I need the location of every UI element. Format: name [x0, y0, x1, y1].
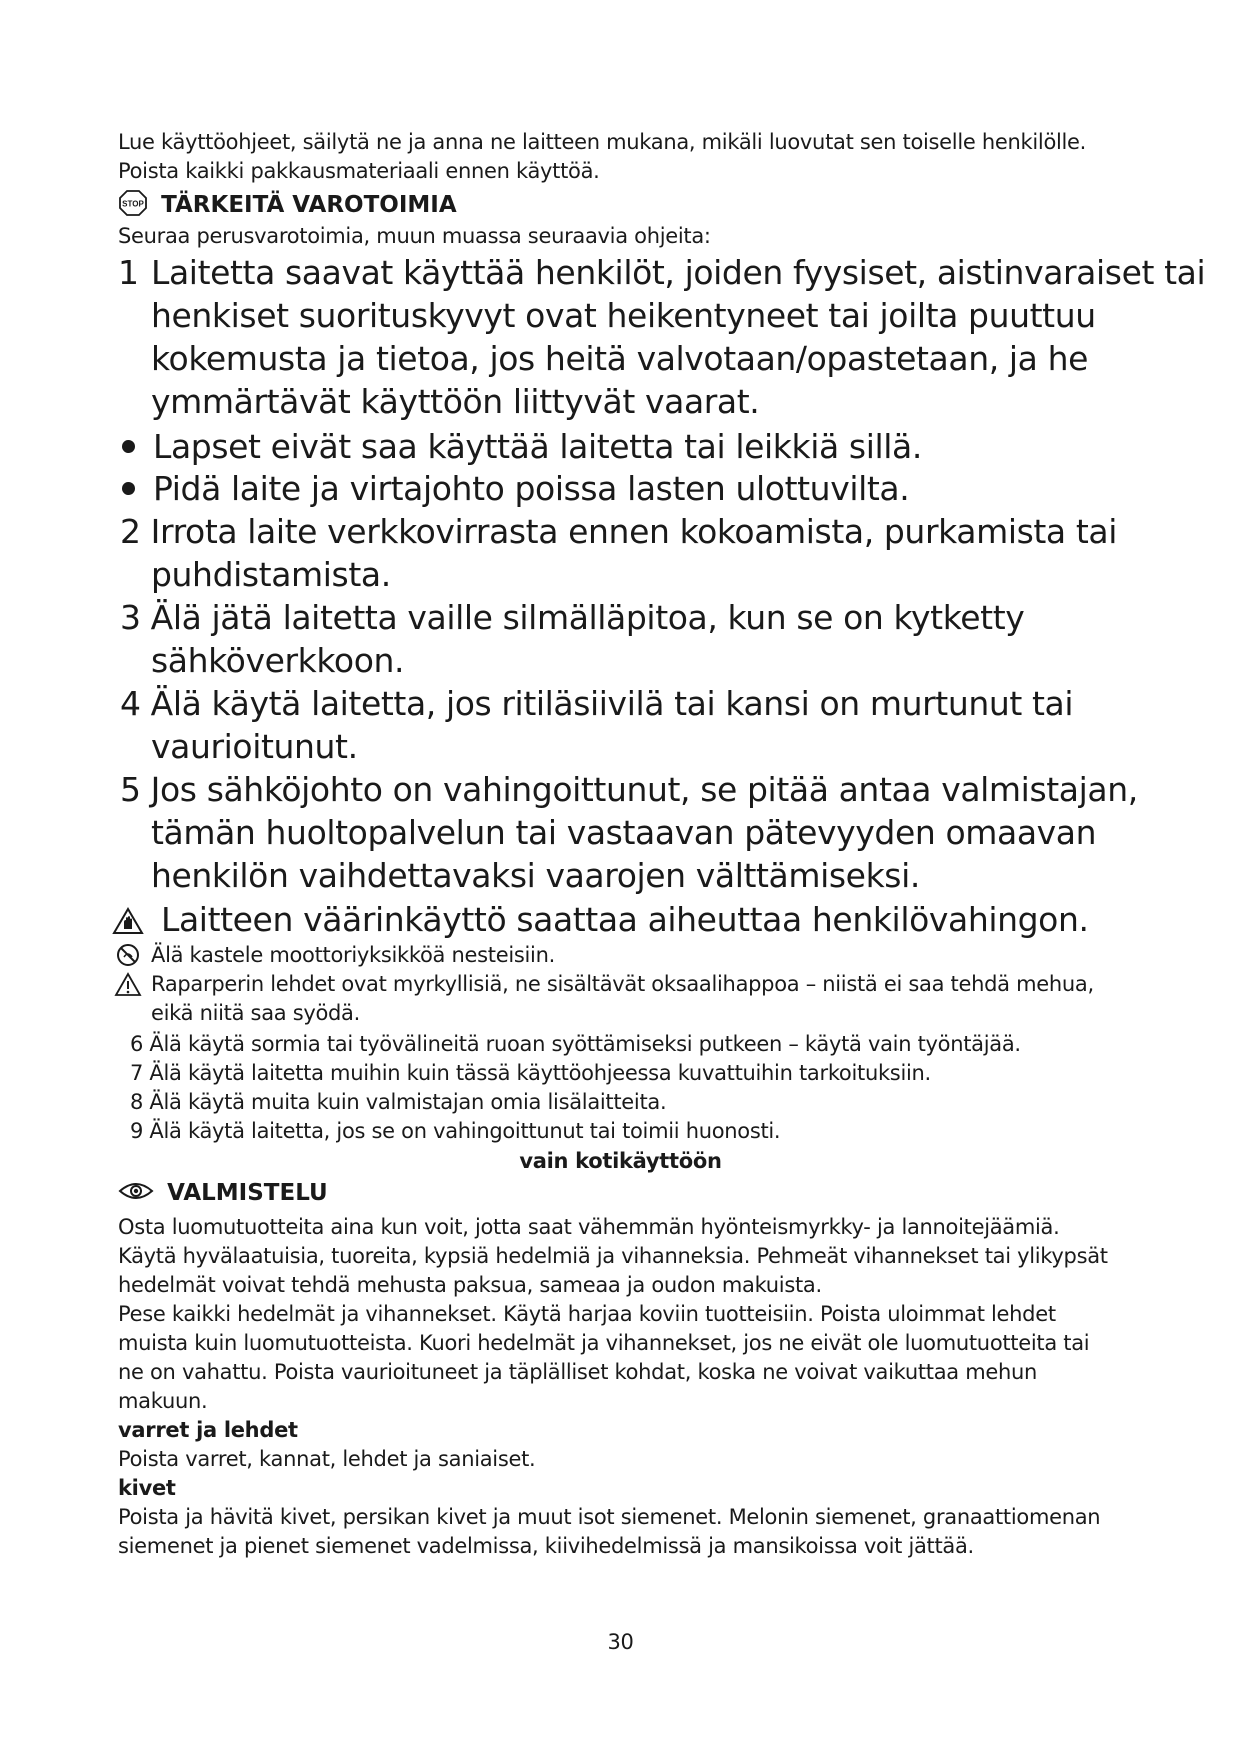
item-3-line-2: sähköverkkoon. [151, 641, 405, 680]
item-7: 7 Älä käytä laitetta muihin kuin tässä käyttöohjeessa kuvattuihin tarkoituksiin. [130, 1061, 931, 1085]
stones-line-1: Poista ja hävitä kivet, persikan kivet ja muut isot siemenet. Melonin siemenet, granaattiomenan [118, 1505, 1101, 1529]
bullet-1: Lapset eivät saa käyttää laitetta tai leikkiä sillä. [153, 427, 922, 466]
eye-icon [118, 1180, 154, 1206]
stop-icon [118, 189, 148, 221]
prep-line-7: makuun. [118, 1389, 208, 1413]
safety-heading: TÄRKEITÄ VAROTOIMIA [161, 192, 457, 218]
prep-line-6: ne on vahattu. Poista vaurioituneet ja täplälliset kohdat, koska ne voivat vaikuttaa mehun [118, 1360, 1038, 1384]
item-5-line-2: tämän huoltopalvelun tai vastaavan pätevyyden omaavan [151, 813, 1097, 852]
intro-line-1: Lue käyttöohjeet, säilytä ne ja anna ne laitteen mukana, mikäli luovutat sen toiselle henkilölle. [118, 130, 1087, 154]
item-1-number: 1 [118, 253, 139, 292]
caution-icon [114, 972, 142, 1001]
no-liquids-text: Älä kastele moottoriyksikköä nesteisiin. [151, 943, 555, 967]
item-9: 9 Älä käytä laitetta, jos se on vahingoittunut tai toimii huonosti. [130, 1119, 781, 1143]
item-2-line-2: puhdistamista. [151, 555, 391, 594]
item-1-line-3: kokemusta ja tietoa, jos heitä valvotaan/opastetaan, ja he [151, 339, 1088, 378]
preparation-heading: VALMISTELU [167, 1180, 328, 1206]
stones-heading: kivet [118, 1476, 176, 1500]
item-6: 6 Älä käytä sormia tai työvälineitä ruoan syöttämiseksi putkeen – käytä vain työntäjää. [130, 1032, 1021, 1056]
no-immerse-icon [116, 943, 140, 971]
item-1-line-2: henkiset suorituskyvyt ovat heikentyneet tai joilta puuttuu [151, 296, 1096, 335]
item-1-line-4: ymmärtävät käyttöön liittyvät vaarat. [151, 382, 760, 421]
intro-line-2: Poista kaikki pakkausmateriaali ennen käyttöä. [118, 159, 600, 183]
page-number: 30 [607, 1630, 634, 1654]
household-only-note: vain kotikäyttöön [519, 1149, 722, 1173]
stones-line-2: siemenet ja pienet siemenet vadelmissa, kiivihedelmissä ja mansikoissa voit jättää. [118, 1534, 974, 1558]
safety-heading-row [118, 189, 457, 217]
misuse-warning: Laitteen väärinkäyttö saattaa aiheuttaa henkilövahingon. [161, 900, 1089, 939]
stems-heading: varret ja lehdet [118, 1418, 298, 1442]
prep-line-4: Pese kaikki hedelmät ja vihannekset. Käytä harjaa koviin tuotteisiin. Poista uloimmat lehdet [118, 1302, 1056, 1326]
item-4-line-2: vaurioitunut. [151, 727, 358, 766]
prep-line-2: Käytä hyvälaatuisia, tuoreita, kypsiä hedelmiä ja vihanneksia. Pehmeät vihannekset tai ylikypsät [118, 1244, 1108, 1268]
safety-subtitle: Seuraa perusvarotoimia, muun muassa seuraavia ohjeita: [118, 224, 711, 248]
item-5-line-1: 5 Jos sähköjohto on vahingoittunut, se pitää antaa valmistajan, [120, 770, 1138, 809]
prep-line-1: Osta luomutuotteita aina kun voit, jotta saat vähemmän hyönteismyrkky- ja lannoitejäämiä. [118, 1215, 1060, 1239]
item-3-line-1: 3 Älä jätä laitetta vaille silmälläpitoa, kun se on kytketty [120, 598, 1025, 637]
item-2-line-1: 2 Irrota laite verkkovirrasta ennen kokoamista, purkamista tai [120, 512, 1117, 551]
prep-line-3: hedelmät voivat tehdä mehusta paksua, sameaa ja oudon makuista. [118, 1273, 822, 1297]
rhubarb-line-1: Raparperin lehdet ovat myrkyllisiä, ne sisältävät oksaalihappoa – niistä ei saa tehdä mehua, [151, 972, 1094, 996]
bullet-dot-2 [122, 482, 135, 495]
item-1-line-1: Laitetta saavat käyttää henkilöt, joiden fyysiset, aistinvaraiset tai [151, 253, 1206, 292]
item-4-line-1: 4 Älä käytä laitetta, jos ritiläsiivilä tai kansi on murtunut tai [120, 684, 1074, 723]
prep-line-5: muista kuin luomutuotteista. Kuori hedelmät ja vihannekset, jos ne eivät ole luomutuotteita tai [118, 1331, 1090, 1355]
item-5-line-3: henkilön vaihdettavaksi vaarojen välttämiseksi. [151, 856, 920, 895]
bullet-2: Pidä laite ja virtajohto poissa lasten ulottuvilta. [153, 469, 910, 508]
preparation-heading-row [118, 1180, 328, 1210]
bullet-dot-1 [122, 440, 135, 453]
item-8: 8 Älä käytä muita kuin valmistajan omia lisälaitteita. [130, 1090, 667, 1114]
warning-hand-icon [112, 907, 144, 939]
stems-text: Poista varret, kannat, lehdet ja saniaiset. [118, 1447, 536, 1471]
svg-text:STOP: STOP [122, 199, 144, 209]
rhubarb-line-2: eikä niitä saa syödä. [151, 1001, 360, 1025]
